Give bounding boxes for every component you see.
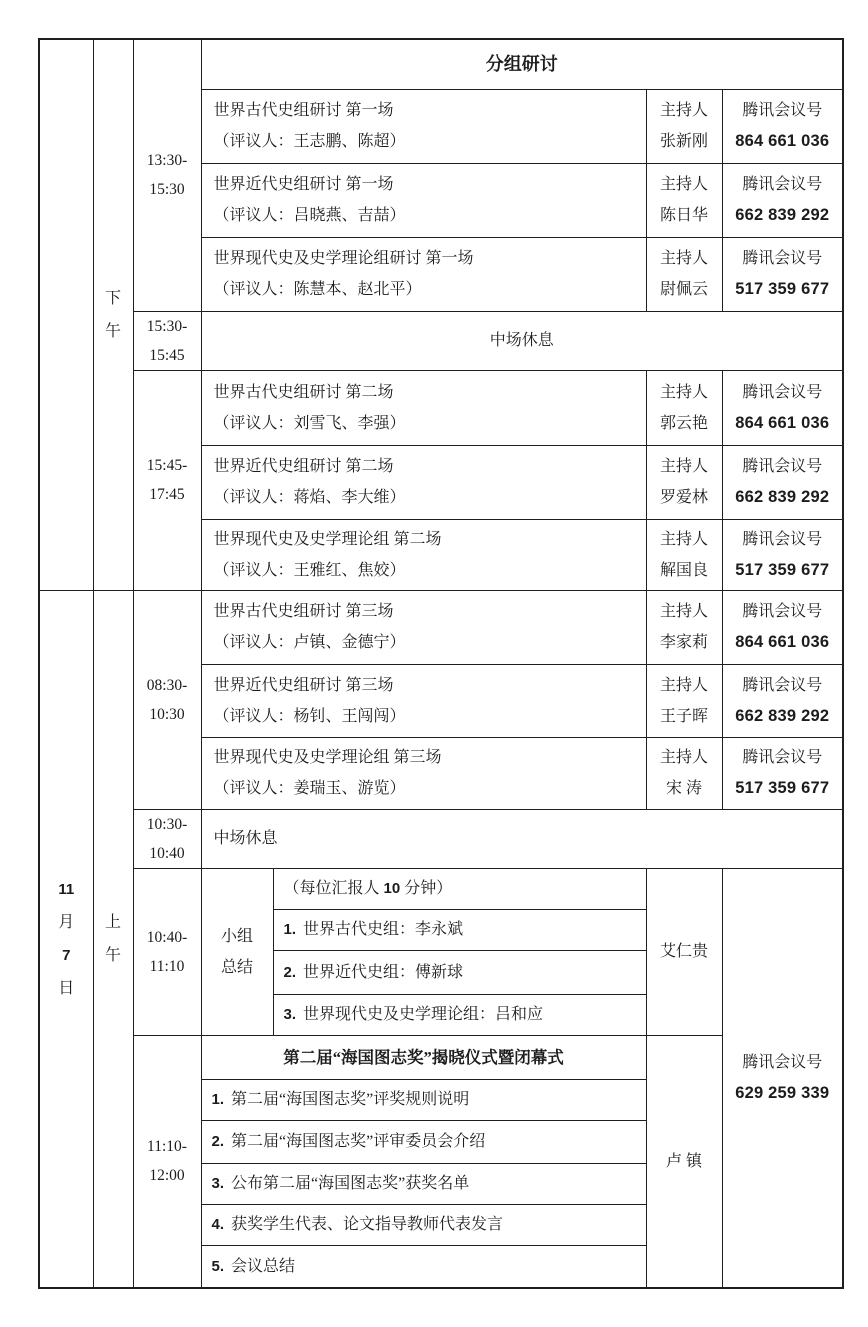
session-reviewers: （评议人：卢镇、金德宁） bbox=[213, 634, 406, 651]
closing-item bbox=[201, 1163, 646, 1204]
host-cell bbox=[646, 590, 722, 664]
session-title: 世界近代史组研讨 第一场 bbox=[213, 176, 394, 193]
meeting-cell bbox=[722, 237, 843, 311]
time-line: 15:30- bbox=[146, 317, 188, 335]
break-cell: 中场休息 bbox=[201, 809, 843, 868]
time-line: 15:45 bbox=[149, 346, 185, 364]
item-number: 3. bbox=[283, 1006, 297, 1023]
meeting-label: 腾讯会议号 bbox=[742, 250, 823, 267]
time-line: 08:30- bbox=[146, 676, 188, 694]
note-number: 10 bbox=[383, 880, 401, 897]
item-number: 2. bbox=[283, 963, 297, 981]
host-cell bbox=[646, 237, 722, 311]
time-line: 15:30 bbox=[149, 181, 185, 199]
item-text: 世界古代史组：李永斌 bbox=[303, 921, 464, 938]
host-role-label: 主持人 bbox=[659, 603, 708, 620]
meeting-cell bbox=[722, 519, 843, 590]
item-text: 获奖学生代表、论文指导教师代表发言 bbox=[231, 1216, 504, 1233]
date-line: 月 bbox=[58, 913, 75, 931]
period-char: 下 bbox=[104, 289, 121, 307]
item-number: 4. bbox=[211, 1216, 225, 1233]
host-cell bbox=[646, 664, 722, 737]
host-cell bbox=[646, 370, 722, 445]
summary-note-cell bbox=[273, 868, 646, 909]
session-reviewers: （评议人：王志鹏、陈超） bbox=[213, 133, 406, 150]
time-cell-afternoon-slot2 bbox=[133, 370, 201, 590]
ceremony-title-cell: 第二届“海国图志奖”揭晓仪式暨闭幕式 bbox=[201, 1035, 646, 1079]
host-cell bbox=[646, 445, 722, 519]
session-title: 世界现代史及史学理论组研讨 第一场 bbox=[213, 250, 474, 267]
meeting-label: 腾讯会议号 bbox=[742, 749, 823, 766]
host-name: 郭云艳 bbox=[659, 414, 708, 432]
date-line: 11 bbox=[58, 880, 75, 898]
host-name: 张新刚 bbox=[659, 133, 708, 150]
meeting-number: 629 259 339 bbox=[735, 1083, 830, 1102]
period-char: 上 bbox=[104, 913, 121, 931]
item-number: 3. bbox=[211, 1175, 225, 1192]
host-name: 陈日华 bbox=[659, 207, 708, 224]
date-cell-morning bbox=[39, 590, 93, 1288]
meeting-number: 662 839 292 bbox=[735, 206, 830, 224]
meeting-label: 腾讯会议号 bbox=[742, 102, 823, 119]
meeting-cell bbox=[722, 445, 843, 519]
session-title: 世界近代史组研讨 第二场 bbox=[213, 458, 394, 475]
session-cell bbox=[201, 89, 646, 163]
time-line: 10:30 bbox=[149, 705, 185, 723]
meeting-cell bbox=[722, 664, 843, 737]
session-title: 世界古代史组研讨 第三场 bbox=[213, 603, 394, 620]
meeting-cell bbox=[722, 163, 843, 237]
conference-schedule-table bbox=[38, 38, 844, 1289]
host-role-label: 主持人 bbox=[659, 250, 708, 267]
host-role-label: 主持人 bbox=[659, 102, 708, 119]
host-cell bbox=[646, 519, 722, 590]
time-line: 13:30- bbox=[146, 152, 188, 170]
meeting-cell bbox=[722, 737, 843, 809]
item-text: 会议总结 bbox=[231, 1257, 296, 1275]
host-name: 卢 镇 bbox=[665, 1152, 702, 1170]
summary-label-line: 总结 bbox=[220, 958, 253, 976]
time-cell-closing bbox=[133, 1035, 201, 1288]
date-line: 7 bbox=[62, 946, 71, 964]
host-cell-summary bbox=[646, 868, 722, 1035]
host-role-label: 主持人 bbox=[659, 749, 708, 766]
session-cell bbox=[201, 664, 646, 737]
session-title: 世界近代史组研讨 第三场 bbox=[213, 676, 394, 694]
session-reviewers: （评议人：蒋焰、李大维） bbox=[213, 489, 406, 506]
host-role-label: 主持人 bbox=[659, 530, 708, 548]
host-role-label: 主持人 bbox=[659, 676, 708, 694]
host-cell bbox=[646, 89, 722, 163]
session-cell bbox=[201, 737, 646, 809]
session-title: 世界现代史及史学理论组 第三场 bbox=[213, 749, 442, 766]
host-name: 罗爱林 bbox=[659, 489, 708, 506]
item-number: 1. bbox=[211, 1091, 225, 1108]
session-reviewers: （评议人：吕晓燕、吉喆） bbox=[213, 207, 406, 224]
time-line: 10:40- bbox=[146, 928, 188, 946]
item-number: 2. bbox=[211, 1133, 225, 1150]
closing-item bbox=[201, 1204, 646, 1245]
host-name: 解国良 bbox=[659, 561, 708, 579]
item-number: 1. bbox=[283, 921, 297, 938]
break-cell: 中场休息 bbox=[201, 311, 843, 370]
period-char: 午 bbox=[104, 322, 121, 340]
session-cell bbox=[201, 590, 646, 664]
meeting-number: 864 661 036 bbox=[735, 132, 830, 150]
note-text: 分钟） bbox=[400, 880, 453, 897]
session-reviewers: （评议人：陈慧本、赵北平） bbox=[213, 281, 422, 298]
session-reviewers: （评议人：王雅红、焦姣） bbox=[213, 561, 406, 579]
date-cell-afternoon bbox=[39, 39, 93, 590]
time-line: 11:10- bbox=[147, 1138, 187, 1156]
time-cell-afternoon-slot1 bbox=[133, 39, 201, 311]
item-number: 5. bbox=[211, 1257, 225, 1275]
host-role-label: 主持人 bbox=[659, 176, 708, 193]
summary-label-line: 小组 bbox=[220, 927, 253, 945]
meeting-number: 517 359 677 bbox=[735, 280, 830, 298]
host-name: 李家莉 bbox=[659, 634, 708, 651]
host-cell-closing bbox=[646, 1035, 722, 1288]
host-name: 王子晖 bbox=[659, 707, 708, 725]
summary-label-cell bbox=[201, 868, 273, 1035]
period-cell-afternoon bbox=[93, 39, 133, 590]
host-name: 尉佩云 bbox=[659, 281, 708, 298]
item-text: 第二届“海国图志奖”评审委员会介绍 bbox=[231, 1133, 486, 1150]
meeting-label: 腾讯会议号 bbox=[742, 603, 823, 620]
meeting-label: 腾讯会议号 bbox=[742, 1053, 823, 1071]
summary-item bbox=[273, 994, 646, 1035]
session-cell bbox=[201, 519, 646, 590]
date-line: 日 bbox=[58, 979, 75, 997]
time-line: 10:40 bbox=[149, 844, 185, 862]
meeting-number: 864 661 036 bbox=[735, 633, 830, 651]
period-cell-morning bbox=[93, 590, 133, 1288]
time-line: 12:00 bbox=[149, 1167, 185, 1185]
session-title: 世界古代史组研讨 第一场 bbox=[213, 102, 394, 119]
session-cell bbox=[201, 370, 646, 445]
meeting-number: 864 661 036 bbox=[735, 413, 830, 432]
meeting-number: 517 359 677 bbox=[735, 560, 830, 579]
host-role-label: 主持人 bbox=[659, 383, 708, 401]
time-line: 15:45- bbox=[146, 457, 188, 474]
time-cell-summary bbox=[133, 868, 201, 1035]
meeting-cell-closing bbox=[722, 868, 843, 1288]
summary-item bbox=[273, 950, 646, 994]
time-cell-afternoon-break bbox=[133, 311, 201, 370]
host-name: 宋 涛 bbox=[665, 780, 702, 797]
session-reviewers: （评议人：姜瑞玉、游览） bbox=[213, 780, 406, 797]
meeting-number: 662 839 292 bbox=[735, 706, 830, 725]
meeting-label: 腾讯会议号 bbox=[742, 676, 823, 694]
time-cell-morning-break bbox=[133, 809, 201, 868]
host-role-label: 主持人 bbox=[659, 458, 708, 475]
time-line: 10:30- bbox=[146, 815, 188, 833]
meeting-cell bbox=[722, 370, 843, 445]
item-text: 公布第二届“海国图志奖”获奖名单 bbox=[231, 1175, 470, 1192]
host-cell bbox=[646, 163, 722, 237]
closing-item bbox=[201, 1079, 646, 1120]
time-cell-morning-slot1 bbox=[133, 590, 201, 809]
meeting-cell bbox=[722, 89, 843, 163]
summary-item bbox=[273, 909, 646, 950]
session-reviewers: （评议人：杨钊、王闯闯） bbox=[213, 707, 406, 725]
note-text: （每位汇报人 bbox=[283, 880, 384, 897]
closing-item bbox=[201, 1245, 646, 1288]
item-text: 世界现代史及史学理论组：吕和应 bbox=[303, 1006, 544, 1023]
meeting-number: 517 359 677 bbox=[735, 779, 830, 797]
meeting-cell bbox=[722, 590, 843, 664]
item-text: 第二届“海国图志奖”评奖规则说明 bbox=[231, 1091, 470, 1108]
session-title: 世界古代史组研讨 第二场 bbox=[213, 383, 394, 401]
meeting-number: 662 839 292 bbox=[735, 488, 830, 506]
host-name: 艾仁贵 bbox=[659, 943, 708, 960]
session-cell bbox=[201, 163, 646, 237]
time-line: 17:45 bbox=[149, 486, 185, 503]
meeting-label: 腾讯会议号 bbox=[742, 176, 823, 193]
meeting-label: 腾讯会议号 bbox=[742, 383, 823, 401]
group-discussion-header: 分组研讨 bbox=[201, 39, 843, 89]
meeting-label: 腾讯会议号 bbox=[742, 458, 823, 475]
session-reviewers: （评议人：刘雪飞、李强） bbox=[213, 414, 406, 432]
item-text: 世界近代史组：傅新球 bbox=[303, 963, 464, 981]
closing-item bbox=[201, 1120, 646, 1163]
meeting-label: 腾讯会议号 bbox=[742, 530, 823, 548]
session-cell bbox=[201, 237, 646, 311]
session-cell bbox=[201, 445, 646, 519]
session-title: 世界现代史及史学理论组 第二场 bbox=[213, 530, 442, 548]
host-cell bbox=[646, 737, 722, 809]
period-char: 午 bbox=[104, 946, 121, 964]
time-line: 11:10 bbox=[149, 957, 185, 975]
